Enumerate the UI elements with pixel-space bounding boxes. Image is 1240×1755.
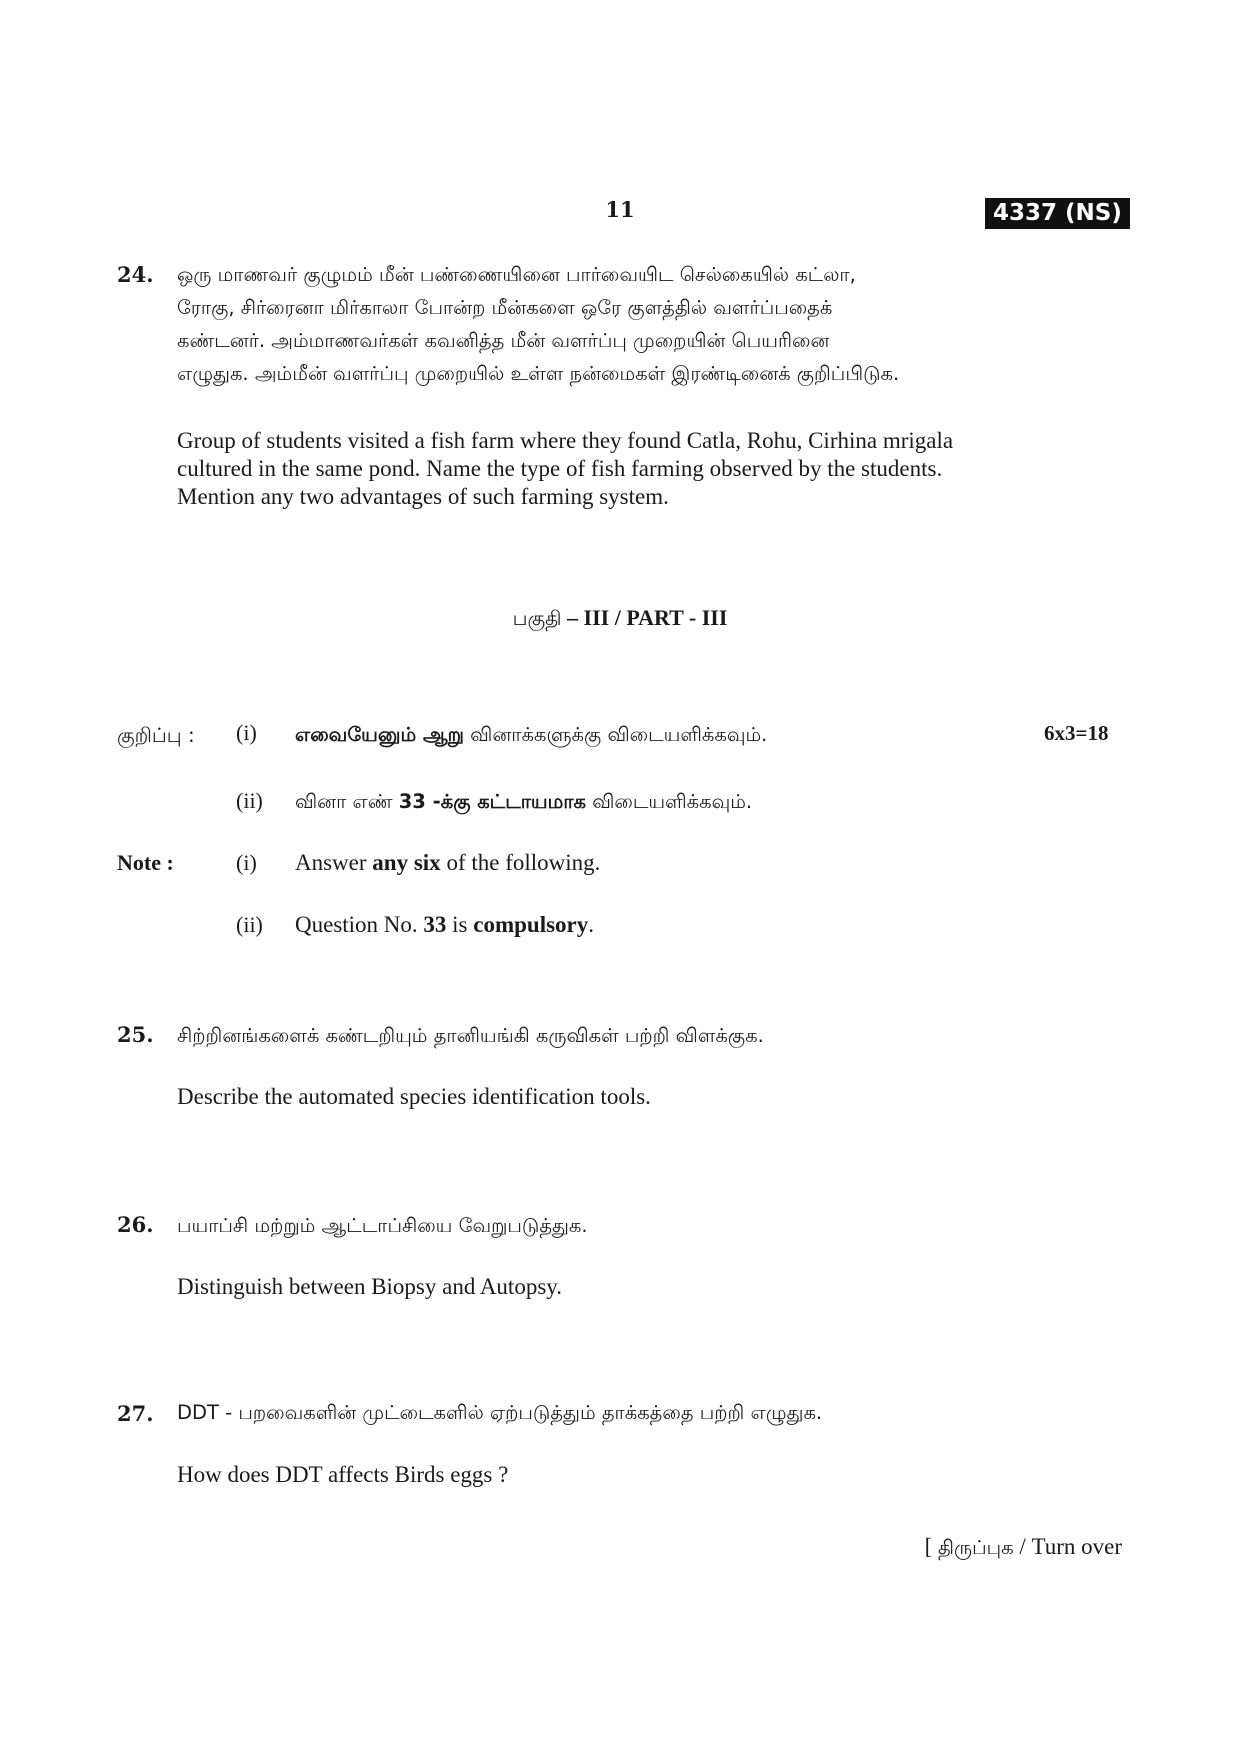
note-english-item-2-pre: Question No. — [295, 912, 424, 937]
note-english-marker-1: (i) — [236, 850, 257, 875]
page-number: 11 — [605, 197, 635, 222]
question-24-english-line: cultured in the same pond. Name the type of fish farming observed by the students. — [177, 456, 943, 481]
question-english: Distinguish between Biopsy and Autopsy. — [177, 1274, 563, 1299]
question-number: 25. — [117, 1022, 154, 1047]
note-english-item-1 — [295, 850, 600, 876]
note-tamil-label: குறிப்பு : — [117, 723, 195, 747]
footer-bracket: [ — [924, 1534, 939, 1559]
question-24-tamil-line: கண்டனர். அம்மாணவர்கள் கவனித்த மீன் வளர்ப்பு முறையின் பெயரினை — [177, 329, 830, 352]
footer-sep: / — [1013, 1534, 1032, 1559]
question-24-tamil — [177, 258, 1067, 390]
note-english-item-1-bold: any six — [372, 850, 441, 875]
footer-english: Turn over — [1031, 1534, 1122, 1559]
turn-over-footer — [925, 1534, 1122, 1562]
question-tamil: சிற்றினங்களைக் கண்டறியும் தானியங்கி கருவிகள் பற்றி விளக்குக. — [177, 1024, 764, 1047]
question-number: 26. — [117, 1212, 154, 1237]
note-tamil-marker-1: (i) — [236, 720, 257, 745]
part-heading-dash: – — [561, 605, 584, 630]
question-24-tamil-line: ஒரு மாணவர் குழுமம் மீன் பண்ணையினை பார்வையிட செல்கையில் கட்லா, — [177, 263, 856, 286]
footer-tamil: திருப்புக — [938, 1536, 1014, 1559]
note-english-item-2-rest: . — [588, 912, 595, 937]
note-english-item-2-num: 33 — [423, 912, 447, 937]
note-english-marker-2: (ii) — [236, 912, 263, 937]
note-tamil-item-1-rest: வினாக்களுக்கு விடையளிக்கவும். — [463, 723, 768, 746]
note-tamil-item-1 — [295, 723, 767, 749]
question-english: Describe the automated species identification tools. — [177, 1084, 651, 1109]
note-english-item-1-rest: of the following. — [440, 850, 601, 875]
note-tamil-marker-2: (ii) — [236, 788, 263, 813]
note-english-item-2-bold: compulsory — [473, 912, 589, 937]
note-english-label: Note : — [117, 850, 174, 875]
note-tamil-item-2-pre: வினா எண் — [295, 790, 399, 813]
note-english-item-2-mid: is — [446, 912, 474, 937]
question-24-english — [177, 427, 1067, 511]
paper-code-badge: 4337 (NS) — [985, 198, 1130, 229]
question-24-tamil-line: ரோகு, சிர்ரைனா மிர்காலா போன்ற மீன்களை ஒரே குளத்தில் வளர்ப்பதைக் — [177, 296, 833, 319]
question-24-tamil-line: எழுதுக. அம்மீன் வளர்ப்பு முறையில் உள்ள நன்மைகள் இரண்டினைக் குறிப்பிடுக. — [177, 362, 900, 385]
question-24-english-line: Group of students visited a fish farm where they found Catla, Rohu, Cirhina mrigala — [177, 428, 954, 453]
question-tamil — [177, 1401, 822, 1427]
question-english: How does DDT affects Birds eggs ? — [177, 1462, 509, 1487]
marks-label: 6x3=18 — [1044, 721, 1109, 745]
question-tamil: பயாப்சி மற்றும் ஆட்டாப்சியை வேறுபடுத்துக. — [177, 1214, 588, 1237]
part-heading-tamil: பகுதி — [512, 606, 562, 630]
question-27-tamil-text: DDT - பறவைகளின் முட்டைகளில் ஏற்படுத்தும் தாக்கத்தை பற்றி எழுதுக. — [177, 1401, 823, 1424]
question-24-english-line: Mention any two advantages of such farming system. — [177, 484, 669, 509]
note-tamil-item-2-rest: விடையளிக்கவும். — [586, 790, 753, 813]
part-heading-english: III / PART - III — [583, 605, 728, 630]
part-heading — [0, 605, 1240, 633]
question-number: 27. — [117, 1401, 154, 1426]
note-tamil-item-2-bold: 33 -க்கு கட்டாயமாக — [398, 790, 586, 813]
question-number: 24. — [117, 262, 154, 287]
note-english-item-1-pre: Answer — [295, 850, 373, 875]
note-tamil-item-2 — [295, 790, 752, 816]
note-tamil-item-1-bold: எவையேனும் ஆறு — [295, 723, 464, 746]
note-english-item-2 — [295, 912, 594, 938]
